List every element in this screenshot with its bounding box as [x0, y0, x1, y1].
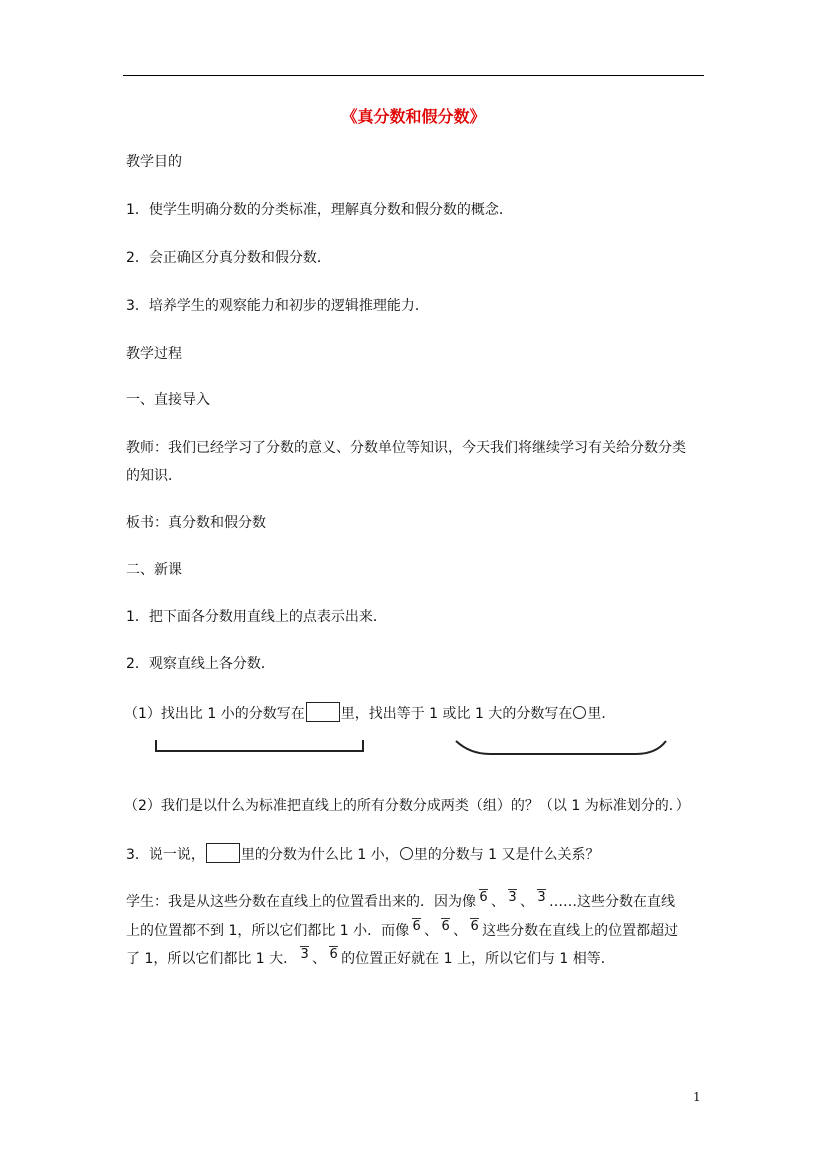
student-text: 这些分数在直线上的位置都超过 [482, 923, 679, 939]
fraction-denominator: 6 [412, 919, 421, 934]
teacher-line-1: 教师：我们已经学习了分数的意义、分数单位等知识，今天我们将继续学习有关给分数分类 [126, 440, 686, 456]
student-text: 了 1，所以它们都比 1 大． [126, 951, 298, 967]
square-bracket-shape [156, 740, 363, 751]
task-3-text-a: 3．说一说， [126, 847, 205, 863]
fraction-denominator: 6 [470, 919, 479, 934]
fraction [299, 946, 310, 962]
fraction-denominator: 6 [329, 947, 338, 962]
task-2-part-2: （2）我们是以什么为标准把直线上的所有分数分成两类（组）的？（以 1 为标准划分的．） [124, 798, 690, 814]
separator: 、 [453, 923, 468, 939]
fraction-denominator: 3 [537, 890, 546, 905]
fraction [328, 946, 339, 962]
step-heading-intro: 一、直接导入 [126, 392, 210, 408]
fraction-denominator: 3 [508, 890, 517, 905]
fraction-denominator: 3 [300, 947, 309, 962]
task-2-part-1-text-c: 里． [587, 706, 616, 722]
fraction [411, 918, 422, 934]
task-3 [126, 843, 600, 865]
curved-bracket-shape [456, 741, 666, 754]
student-text: 学生：我是从这些分数在直线上的位置看出来的．因为像 [126, 894, 476, 910]
fraction [536, 889, 547, 905]
objective-1: 1．使学生明确分数的分类标准，理解真分数和假分数的概念． [126, 202, 513, 218]
board-note: 板书：真分数和假分数 [126, 515, 266, 531]
student-text: 的位置正好就在 1 上，所以它们与 1 相等． [341, 951, 615, 967]
separator: 、 [424, 923, 439, 939]
header-rule [123, 75, 704, 76]
section-heading-objectives: 教学目的 [126, 154, 182, 170]
student-line-1 [126, 889, 675, 912]
task-2-part-1-text-a: （1）找出比 1 小的分数写在 [124, 706, 305, 722]
task-2-part-1 [124, 702, 615, 724]
task-3-text-b: 里的分数为什么比 1 小， [240, 847, 399, 863]
square-box-icon [206, 843, 240, 863]
task-3-text-c: 里的分数与 1 又是什么关系？ [413, 847, 600, 863]
separator: 、 [491, 894, 505, 910]
document-title: 《真分数和假分数》 [341, 107, 486, 126]
objective-2: 2．会正确区分真分数和假分数． [126, 250, 331, 266]
student-line-2 [126, 918, 678, 941]
section-heading-process: 教学过程 [126, 346, 182, 362]
fraction [507, 889, 518, 905]
task-1: 1．把下面各分数用直线上的点表示出来． [126, 609, 387, 625]
task-2: 2．观察直线上各分数． [126, 656, 275, 672]
square-box-icon [306, 702, 340, 722]
task-2-part-1-text-b: 里，找出等于 1 或比 1 大的分数写在 [340, 706, 573, 722]
separator: 、 [312, 951, 327, 967]
step-heading-new: 二、新课 [126, 562, 182, 578]
fraction [478, 889, 489, 905]
separator: 、 [520, 894, 534, 910]
page-number: 1 [693, 1090, 701, 1104]
teacher-line-2: 的知识． [126, 468, 182, 484]
fraction [469, 918, 480, 934]
classification-brackets [150, 738, 670, 760]
fraction-denominator: 6 [441, 919, 450, 934]
fraction-denominator: 6 [479, 890, 488, 905]
fraction [440, 918, 451, 934]
student-line-3 [126, 946, 615, 969]
circle-icon [573, 706, 586, 719]
student-text: ……这些分数在直线 [549, 894, 675, 910]
student-text: 上的位置都不到 1，所以它们都比 1 小．而像 [126, 923, 410, 939]
circle-icon [400, 847, 413, 860]
objective-3: 3．培养学生的观察能力和初步的逻辑推理能力． [126, 298, 429, 314]
